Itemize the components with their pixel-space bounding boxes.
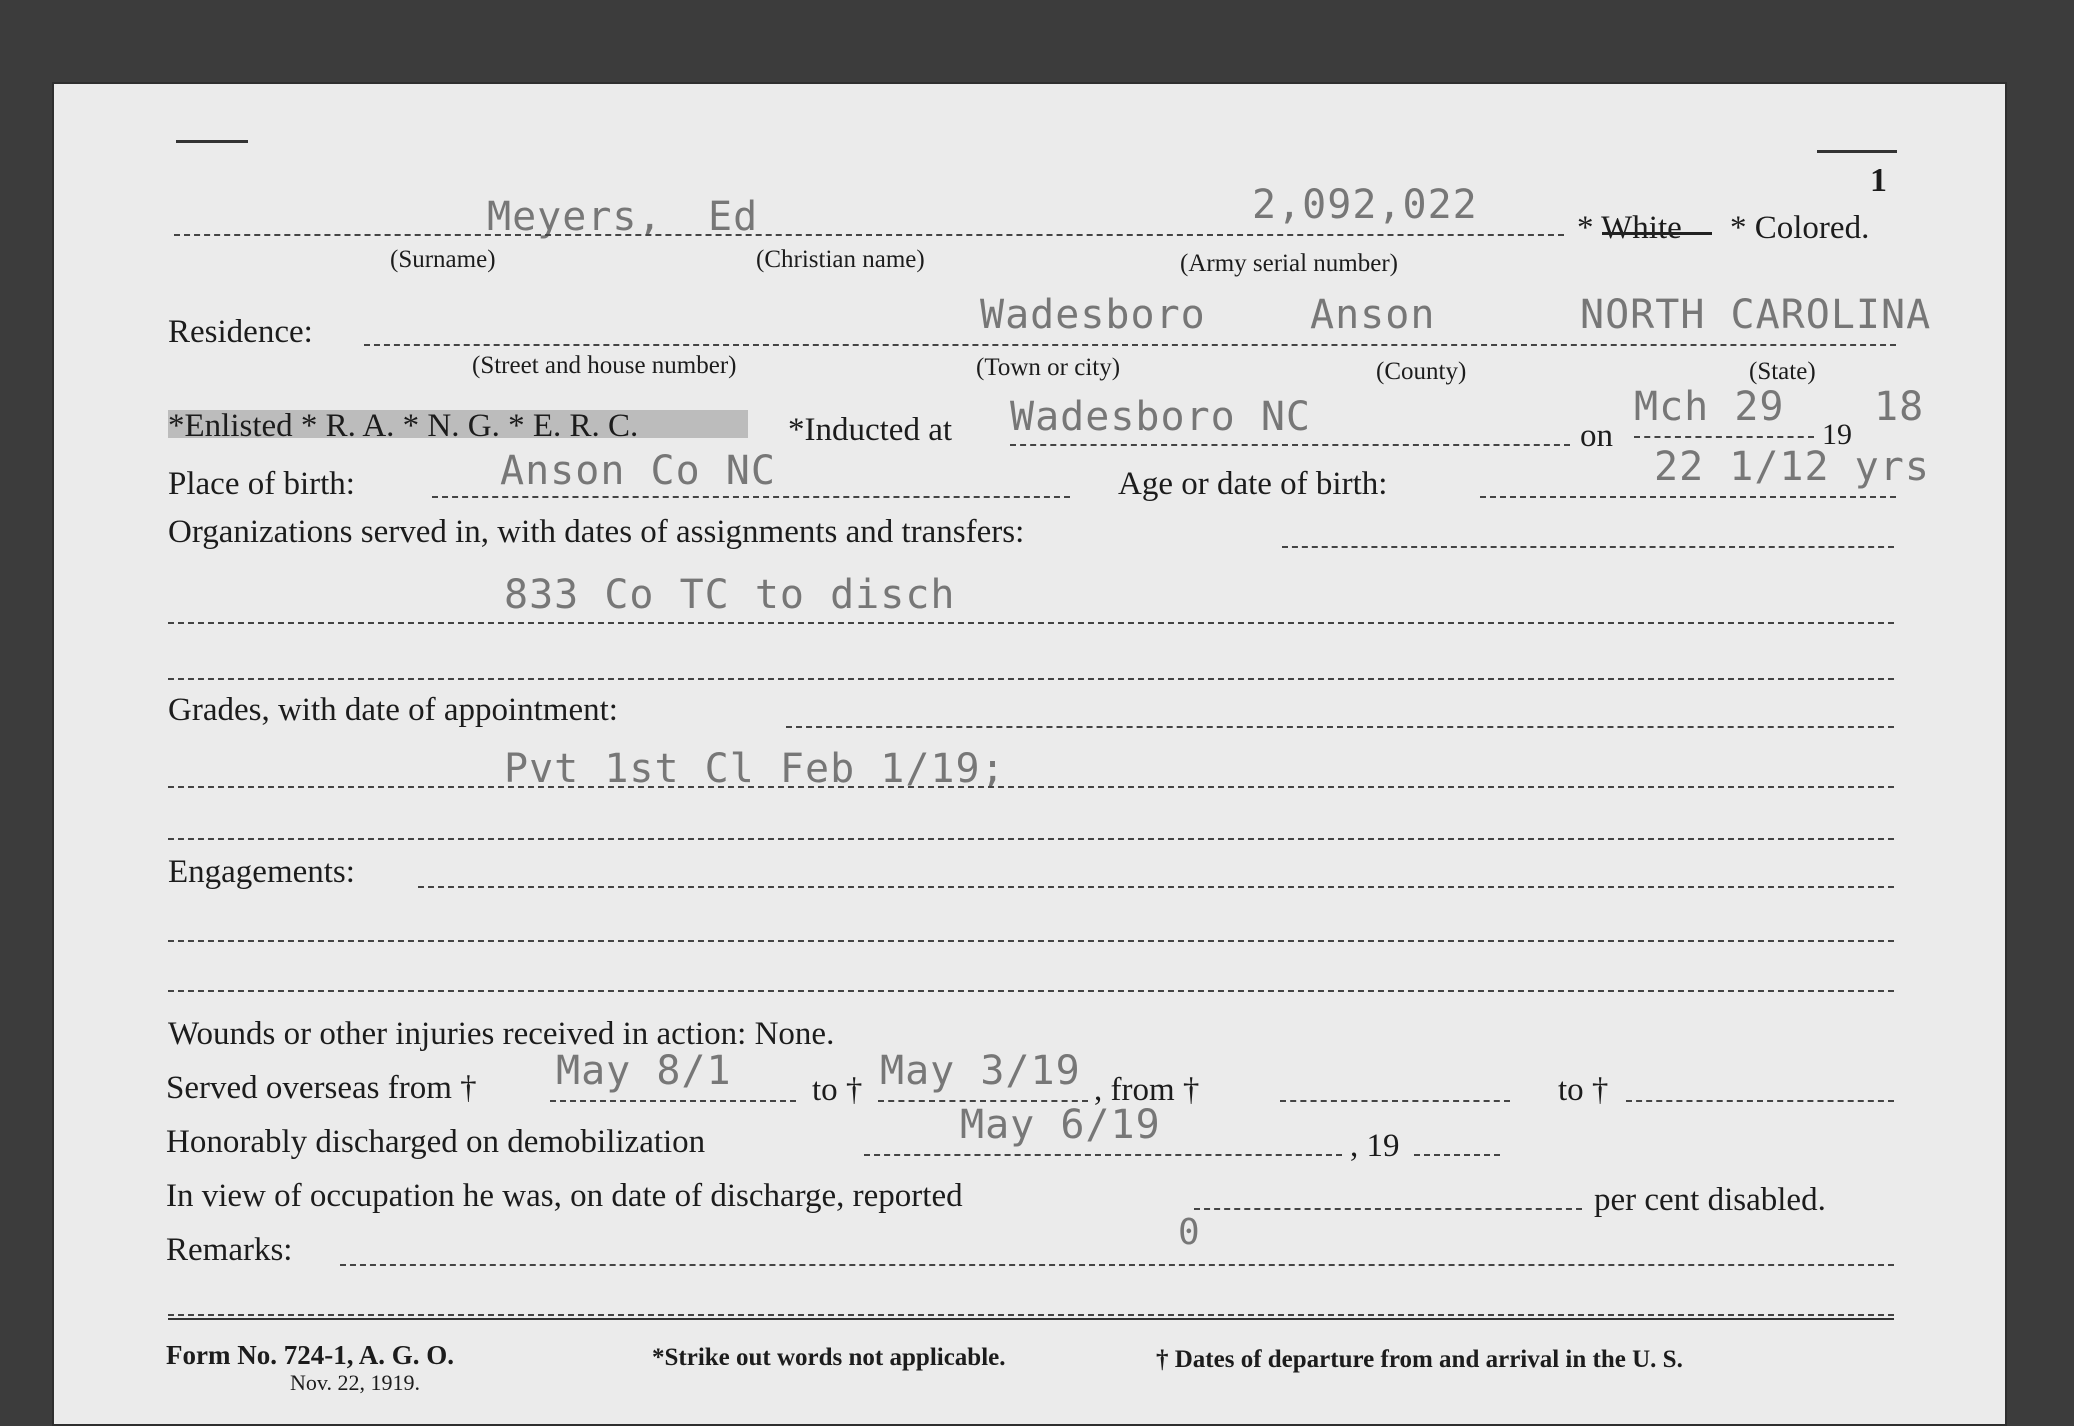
age-label: Age or date of birth:	[1118, 466, 1388, 502]
age-line	[1480, 496, 1896, 498]
christian-name-caption: (Christian name)	[756, 246, 925, 273]
discharged-label: Honorably discharged on demobilization	[166, 1124, 706, 1160]
engagements-line-2	[168, 940, 1894, 942]
form-date: Nov. 22, 1919.	[290, 1370, 420, 1395]
from2-line	[1280, 1100, 1510, 1102]
inducted-line	[1010, 444, 1570, 446]
remarks-line-1	[340, 1264, 1894, 1266]
birthplace-value: Anson Co NC	[500, 448, 776, 494]
street-caption: (Street and house number)	[472, 352, 737, 379]
discharge-date-value: May 6/19	[960, 1102, 1161, 1148]
overseas-from-line	[550, 1100, 796, 1102]
remarks-label: Remarks:	[166, 1232, 293, 1268]
footer-rule	[168, 1318, 1894, 1320]
grades-line-1	[786, 726, 1894, 728]
disabled-line	[1194, 1208, 1582, 1210]
grades-line-2	[168, 786, 1894, 788]
card-number: 1	[1870, 162, 1887, 199]
engagements-label: Engagements:	[168, 854, 355, 890]
grades-label: Grades, with date of appointment:	[168, 692, 618, 728]
inducted-year-value: 18	[1874, 384, 1925, 430]
form-number: Form No. 724-1, A. G. O.	[166, 1340, 454, 1370]
service-record-card	[52, 82, 2007, 1426]
name-line	[174, 234, 1564, 236]
to2-label: to †	[1558, 1072, 1609, 1108]
grades-line-3	[168, 838, 1894, 840]
footnote-strike: *Strike out words not applicable.	[652, 1344, 1006, 1371]
remarks-line-2	[168, 1314, 1894, 1316]
engagements-line-3	[168, 990, 1894, 992]
inducted-at-value: Wadesboro NC	[1010, 394, 1311, 440]
white-strikeout	[1602, 232, 1712, 235]
organizations-value: 833 Co TC to disch	[504, 572, 956, 618]
state-caption: (State)	[1749, 358, 1816, 385]
christian-name-value: Ed	[708, 194, 759, 240]
top-left-rule	[176, 140, 248, 143]
overseas-label: Served overseas from †	[166, 1070, 477, 1106]
discharge-year-line	[1414, 1154, 1500, 1156]
inducted-date-value: Mch 29	[1634, 384, 1785, 430]
county-value: Anson	[1310, 292, 1436, 338]
town-value: Wadesboro	[980, 292, 1206, 338]
year-prefix-label: 19	[1822, 418, 1852, 451]
surname-value: Meyers,	[487, 194, 663, 240]
footnote-dates: † Dates of departure from and arrival in the U. S.	[1156, 1346, 1683, 1373]
disabled-percent-value: 0	[1178, 1212, 1201, 1253]
birthplace-line	[432, 496, 1070, 498]
discharge-year-label: , 19	[1350, 1128, 1400, 1164]
disabled-label: per cent disabled.	[1594, 1182, 1826, 1218]
residence-label: Residence:	[168, 314, 313, 350]
inducted-date-line	[1634, 436, 1814, 438]
on-label: on	[1580, 418, 1613, 454]
from2-label: , from †	[1094, 1072, 1200, 1108]
engagements-line-1	[418, 886, 1894, 888]
discharge-line	[864, 1154, 1342, 1156]
wounds-label: Wounds or other injuries received in action: None.	[168, 1016, 835, 1052]
birthplace-label: Place of birth:	[168, 466, 355, 502]
inducted-label: *Inducted at	[788, 412, 953, 448]
organizations-line-2	[168, 622, 1894, 624]
to2-line	[1626, 1100, 1894, 1102]
residence-line	[364, 344, 1896, 346]
surname-caption: (Surname)	[390, 246, 496, 273]
top-right-rule	[1817, 150, 1897, 153]
organizations-line-3	[168, 678, 1894, 680]
race-colored-label: * Colored.	[1730, 210, 1870, 246]
grades-value: Pvt 1st Cl Feb 1/19;	[504, 746, 1006, 792]
race-white-label: * White	[1577, 210, 1682, 246]
overseas-from-value: May 8/1	[556, 1048, 732, 1094]
age-value: 22 1/12 yrs	[1654, 444, 1930, 490]
organizations-line-1	[1282, 546, 1894, 548]
state-value: NORTH CAROLINA	[1580, 292, 1932, 338]
enlisted-label: *Enlisted * R. A. * N. G. * E. R. C.	[168, 408, 639, 444]
serial-number-value: 2,092,022	[1252, 182, 1478, 228]
serial-caption: (Army serial number)	[1180, 250, 1398, 277]
overseas-to-label: to †	[812, 1072, 863, 1108]
occupation-label: In view of occupation he was, on date of discharge, reported	[166, 1178, 963, 1214]
town-caption: (Town or city)	[976, 354, 1121, 381]
overseas-to-value: May 3/19	[880, 1048, 1081, 1094]
county-caption: (County)	[1376, 358, 1467, 385]
organizations-label: Organizations served in, with dates of assignments and transfers:	[168, 514, 1025, 550]
